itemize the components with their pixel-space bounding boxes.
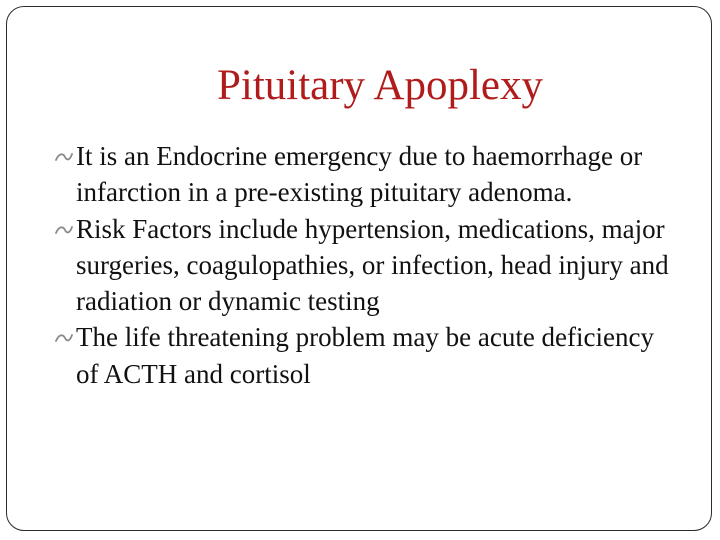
wave-bullet-icon bbox=[55, 151, 73, 163]
bullet-list bbox=[55, 138, 675, 392]
bullet-item bbox=[55, 211, 675, 320]
bullet-text: It is an Endocrine emergency due to haemorrhage or infarction in a pre-existing pituitary adenoma. bbox=[76, 141, 643, 208]
bullet-item bbox=[55, 319, 675, 392]
bullet-text: The life threatening problem may be acute deficiency of ACTH and cortisol bbox=[76, 322, 654, 389]
bullet-item bbox=[55, 138, 675, 211]
wave-bullet-icon bbox=[55, 224, 73, 236]
slide-title: Pituitary Apoplexy bbox=[216, 62, 544, 109]
wave-bullet-icon bbox=[55, 332, 73, 344]
bullet-text: Risk Factors include hypertension, medications, major surgeries, coagulopathies, or infection, head injury and radiation or dynamic testing bbox=[76, 213, 669, 317]
